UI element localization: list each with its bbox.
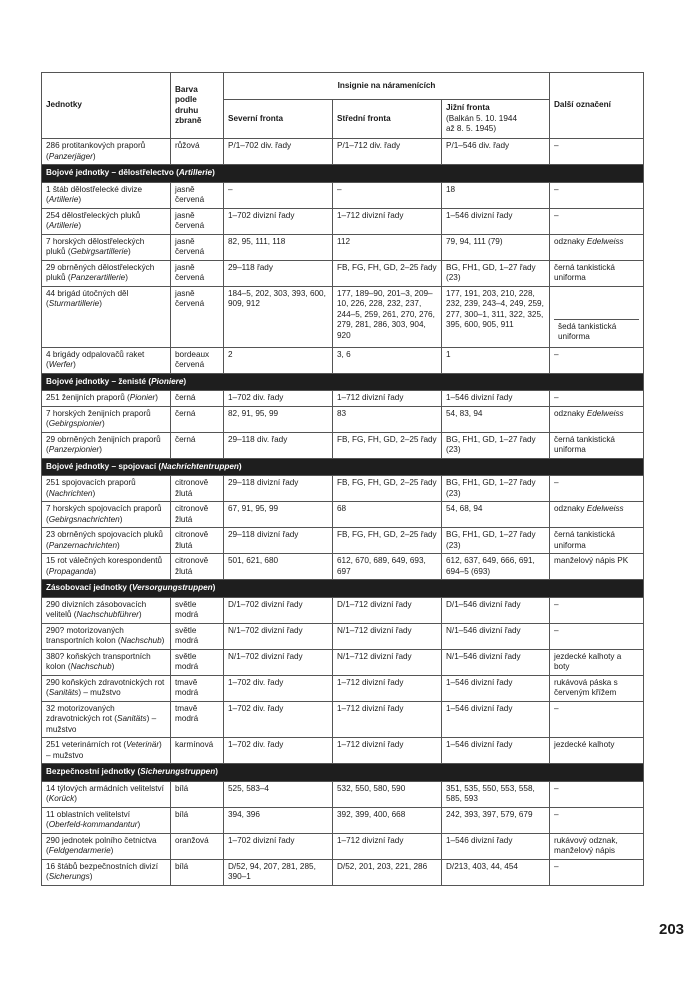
table-row: 290? motorizovaných transportních kolon (Nachschub) světle modrá N/1–702 divizní řady N/1–712 divizní řady N/1–546 divizní řady – xyxy=(42,623,644,649)
header-units: Jednotky xyxy=(42,73,171,139)
header-color: Barva podle druhu zbraně xyxy=(171,73,224,139)
header-south: Jižní fronta (Balkán 5. 10. 1944 až 8. 5. 1945) xyxy=(442,100,550,139)
table-row: 44 brigád útočných děl (Sturmartillerie) jasně červená 184–5, 202, 303, 393, 600, 909, 912 177, 189–90, 201–3, 209–10, 226, 228, 232, 237, 244–5, 259, 261, 270, 276, 279, 281, 286, 303, 904, 920 177, 191, 203, 210, 228, 232, 239, 243–4, 249, 259, 277, 300–1, 311, 322, 325, 395, 600, 905, 911 šedá tankistická uniforma xyxy=(42,286,644,347)
table-row: 29 obrněných dělostřeleckých pluků (Panzerartillerie) jasně červená 29–118 řady FB, FG, FH, GD, 2–25 řady BG, FH1, GD, 1–27 řady (23) černá tankistická uniforma xyxy=(42,260,644,286)
table-row: 251 veterinárních rot (Veterinär) – mužstvo karmínová 1–702 div. řady 1–712 divizní řady 1–546 divizní řady jezdecké kalhoty xyxy=(42,738,644,764)
table-row: 11 oblastních velitelství (Oberfeld-kommandantur) bílá 394, 396 392, 399, 400, 668 242, 393, 397, 579, 679 – xyxy=(42,807,644,833)
header-central: Střední fronta xyxy=(333,100,442,139)
table-row: 14 týlových armádních velitelství (Korück) bílá 525, 583–4 532, 550, 580, 590 351, 535, 550, 553, 558, 585, 593 – xyxy=(42,781,644,807)
section-security: Bezpečnostní jednotky (Sicherungstruppen) xyxy=(42,764,644,782)
table-row: 4 brigády odpalovačů raket (Werfer) bordeaux červená 2 3, 6 1 – xyxy=(42,347,644,373)
table-row: 380? koňských transportních kolon (Nachschub) světle modrá N/1–702 divizní řady N/1–712 divizní řady N/1–546 divizní řady jezdecké kalhoty a boty xyxy=(42,649,644,675)
insignia-table xyxy=(41,72,644,886)
header-insignia: Insignie na náramenících xyxy=(224,73,550,100)
table-row: 251 spojovacích praporů (Nachrichten) citronově žlutá 29–118 divizní řady FB, FG, FH, GD, 2–25 řady BG, FH1, GD, 1–27 řady (23) – xyxy=(42,476,644,502)
table-row: 7 horských dělostřeleckých pluků (Gebirgsartillerie) jasně červená 82, 95, 111, 118 112 79, 94, 111 (79) odznaky Edelweiss xyxy=(42,234,644,260)
table-row: 23 obrněných spojovacích pluků (Panzernachrichten) citronově žlutá 29–118 divizní řady FB, FG, FH, GD, 2–25 řady BG, FH1, GD, 1–27 řady (23) černá tankistická uniforma xyxy=(42,528,644,554)
table-row: 7 horských spojovacích praporů (Gebirgsnachrichten) citronově žlutá 67, 91, 95, 99 68 54, 68, 94 odznaky Edelweiss xyxy=(42,502,644,528)
table-row: 254 dělostřeleckých pluků (Artillerie) jasně červená 1–702 divizní řady 1–712 divizní řady 1–546 divizní řady – xyxy=(42,208,644,234)
header-north: Severní fronta xyxy=(224,100,333,139)
table-row: 290 jednotek polního četnictva (Feldgendarmerie) oranžová 1–702 divizní řady 1–712 divizní řady 1–546 divizní řady rukávový odznak, manželový nápis xyxy=(42,833,644,859)
section-artillery: Bojové jednotky – dělostřelectvo (Artillerie) xyxy=(42,165,644,183)
table-row: 32 motorizovaných zdravotnických rot (Sanitäts) – mužstvo tmavě modrá 1–702 div. řady 1–712 divizní řady 1–546 divizní řady – xyxy=(42,701,644,738)
table-row: 29 obrněných ženijních praporů (Panzerpionier) černá 29–118 div. řady FB, FG, FH, GD, 2–25 řady BG, FH1, GD, 1–27 řady (23) černá tankistická uniforma xyxy=(42,432,644,458)
table-row: 15 rot válečných korespondentů (Propaganda) citronově žlutá 501, 621, 680 612, 670, 689, 649, 693, 697 612, 637, 649, 666, 691, 694–5 (693) manželový nápis PK xyxy=(42,554,644,580)
page-number: 203 xyxy=(659,921,685,938)
table-row: 1 štáb dělostřelecké divize (Artillerie) jasně červená – – 18 – xyxy=(42,182,644,208)
section-signals: Bojové jednotky – spojovací (Nachrichtentruppen) xyxy=(42,458,644,476)
header-other: Další označení xyxy=(550,73,644,139)
table-row: 16 štábů bezpečnostních divizí (Sicherungs) bílá D/52, 94, 207, 281, 285, 390–1 D/52, 201, 203, 221, 286 D/213, 403, 44, 454 – xyxy=(42,859,644,885)
section-pioneers: Bojové jednotky – ženisté (Pioniere) xyxy=(42,373,644,391)
table-row: 251 ženijních praporů (Pionier) černá 1–702 div. řady 1–712 divizní řady 1–546 divizní řady – xyxy=(42,391,644,407)
table-row: 290 koňských zdravotnických rot (Sanitäts) – mužstvo tmavě modrá 1–702 div. řady 1–712 divizní řady 1–546 divizní řady rukávová páska s červeným křížem xyxy=(42,675,644,701)
table-row: 286 protitankových praporů (Panzerjäger) růžová P/1–702 div. řady P/1–712 div. řady P/1–546 div. řady – xyxy=(42,139,644,165)
table-row: 290 divizních zásobovacích velitelů (Nachschubführer) světle modrá D/1–702 divizní řady D/1–712 divizní řady D/1–546 divizní řady – xyxy=(42,597,644,623)
section-supply: Zásobovací jednotky (Versorgungstruppen) xyxy=(42,580,644,598)
table-row: 7 horských ženijních praporů (Gebirgspionier) černá 82, 91, 95, 99 83 54, 83, 94 odznaky Edelweiss xyxy=(42,406,644,432)
